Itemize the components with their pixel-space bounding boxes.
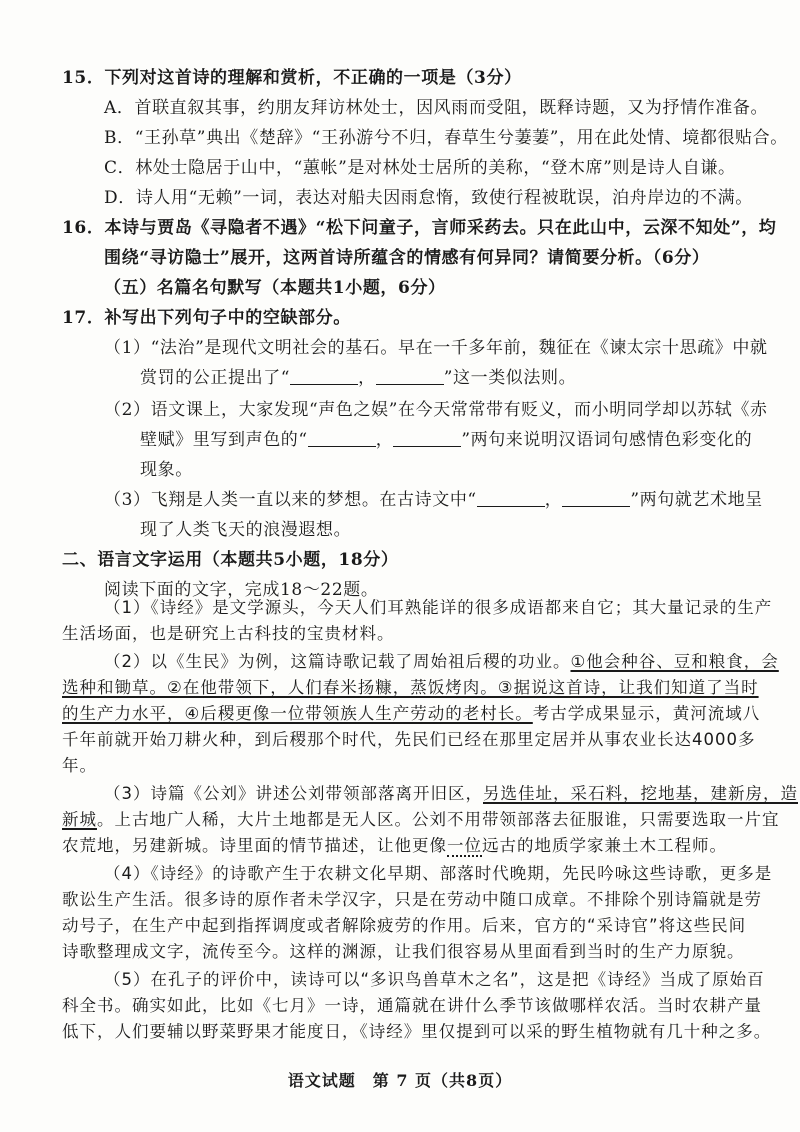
page-footer: 语文试题 第 7 页（共8页）	[287, 1071, 513, 1090]
passage-3-line-2	[62, 808, 780, 832]
q17-item-2-text-c: ”两句来说明汉语词句感情色彩变化的	[461, 430, 753, 450]
passage-2-line-3	[62, 702, 760, 726]
passage-1-line-1: （1）《诗经》是文学源头，今天人们耳熟能详的很多成语都来自它；其大量记录的生产	[104, 598, 773, 617]
passage-4-line-1: （4）《诗经》的诗歌产生于农耕文化早期、部落时代晚期，先民吟咏这些诗歌，更多是	[104, 864, 773, 883]
passage-2-underlined-1: ①他会种谷、豆和粮食，会	[570, 652, 779, 671]
passage-2-underlined-2: 选种和锄草。②在他带领下，人们春米扬糠，蒸饭烤肉。③据说这首诗，让我们知道了当时	[62, 678, 759, 697]
passage-3-line-3	[62, 834, 727, 858]
q17-item-2-comma: ，	[375, 430, 394, 450]
q17-item-1-comma: ，	[358, 368, 376, 388]
q16-line-2: 围绕“寻访隐士”展开，这两首诗所蕴含的情感有何异同？请简要分析。（6分）	[104, 248, 710, 268]
q17-stem: 17．补写出下列句子中的空缺部分。	[62, 308, 351, 328]
passage-3-text-3a: 农荒地，另建新城。诗里面的情节描述，让他更像	[62, 836, 447, 855]
q17-item-1-blank-1[interactable]	[290, 366, 358, 385]
passage-5-line-1: （5）在孔子的评价中，读诗可以“多识鸟兽草木之名”，这是把《诗经》当成了原始百	[104, 970, 765, 989]
passage-2-text: （2）以《生民》为例，这篇诗歌记载了周始祖后稷的功业。	[104, 652, 571, 671]
passage-5-line-3: 低下，人们要辅以野菜野果才能度日，《诗经》里仅提到可以采的野生植物就有几十种之多。	[62, 1022, 772, 1041]
passage-2-underlined-3: 的生产力水平，④后稷更像一位带领族人生产劳动的老村长。	[62, 704, 533, 723]
passage-3-text: （3）诗篇《公刘》讲述公刘带领部落离开旧区，	[104, 784, 483, 803]
q17-item-3-blank-2[interactable]	[562, 488, 630, 507]
passage-2-line-5: 年。	[62, 756, 97, 775]
section-5-heading: （五）名篇名句默写（本题共1小题，6分）	[104, 278, 446, 298]
q17-item-1-line-1: （1）“法治”是现代文明社会的基石。早在一千多年前，魏征在《谏太宗十思疏》中就	[104, 338, 768, 358]
q17-item-1-line-2	[140, 366, 576, 390]
q17-item-3-comma: ，	[544, 490, 563, 510]
passage-4-line-3: 动号子，在生产中起到指挥调度或者解除疲劳的作用。后来，官方的“采诗官”将这些民间	[62, 916, 747, 935]
passage-2-line-1	[104, 650, 779, 674]
reading-instruction: 阅读下面的文字，完成18～22题。	[104, 580, 379, 600]
q17-item-2-line-1: （2）语文课上，大家发现“声色之娱”在今天常常带有贬义，而小明同学却以苏轼《赤	[104, 400, 768, 420]
q17-item-2-blank-1[interactable]	[308, 428, 376, 447]
q17-item-3-text-a: （3）飞翔是人类一直以来的梦想。在古诗文中“	[104, 490, 477, 510]
q17-item-3-text-c: ”两句就艺术地呈	[630, 490, 763, 510]
passage-3-underlined-1: 另选佳址，采石料，挖地基，建新房，造	[483, 784, 798, 803]
passage-4-line-2: 歌讼生产生活。很多诗的原作者未学汉字，只是在劳动中随口成章。不排除个别诗篇就是劳	[62, 890, 762, 909]
passage-3-line-1	[104, 782, 798, 806]
q17-item-1-blank-2[interactable]	[376, 366, 444, 385]
q15-option-a: A．首联直叙其事，约朋友拜访林处士，因风雨而受阻，既释诗题，又为抒情作准备。	[104, 98, 769, 118]
passage-5-line-2: 科全书。确实如此，比如《七月》一诗，通篇就在讲什么季节该做哪样农活。当时农耕产量	[62, 996, 762, 1015]
q16-line-1: 16．本诗与贾岛《寻隐者不遇》“松下问童子，言师采药去。只在此山中，云深不知处”，均	[62, 218, 777, 238]
q17-item-2-line-3: 现象。	[140, 460, 193, 480]
q17-item-1-text-a: 赏罚的公正提出了“	[140, 368, 291, 388]
q15-option-b: B．“王孙草”典出《楚辞》“王孙游兮不归，春草生兮萋萋”，用在此处情、境都很贴合。	[104, 128, 788, 148]
q17-item-2-line-2	[140, 428, 752, 452]
q17-item-3-line-1	[104, 488, 763, 512]
passage-3-underlined-2: 新城	[62, 810, 97, 829]
passage-4-line-4: 诗歌整理成文字，流传至今。这样的渊源，让我们很容易从里面看到当时的生产力原貌。	[62, 942, 745, 961]
q17-item-2-text-a: 壁赋》里写到声色的“	[140, 430, 308, 450]
q17-item-1-text-c: ”这一类似法则。	[443, 368, 577, 388]
q15-option-c: C．林处士隐居于山中，“蕙帐”是对林处士居所的美称，“登木席”则是诗人自谦。	[104, 158, 736, 178]
passage-1-line-2: 生活场面，也是研究上古科技的宝贵材料。	[62, 624, 395, 643]
q17-item-3-blank-1[interactable]	[477, 488, 545, 507]
q17-item-3-line-2: 现了人类飞天的浪漫遐想。	[140, 520, 352, 540]
q15-stem: 15．下列对这首诗的理解和赏析，不正确的一项是（3分）	[62, 68, 522, 88]
section-2-heading: 二、语言文字运用（本题共5小题，18分）	[62, 550, 399, 570]
passage-2-line-4: 千年前就开始刀耕火种，到后稷那个时代，先民们已经在那里定居并从事农业长达4000多	[62, 730, 756, 749]
passage-3-text-2: 。上古地广人稀，大片土地都是无人区。公刘不用带领部落去征服谁，只需要选取一片宜	[97, 810, 780, 829]
passage-3-dotted-word: 一位	[447, 836, 482, 855]
q15-option-d: D．诗人用“无赖”一词，表达对船夫因雨怠惰，致使行程被耽误，泊舟岸边的不满。	[104, 188, 753, 208]
q17-item-2-blank-2[interactable]	[393, 428, 461, 447]
passage-3-text-3c: 远古的地质学家兼土木工程师。	[482, 836, 727, 855]
passage-2-text-3: 考古学成果显示，黄河流域八	[532, 704, 761, 723]
